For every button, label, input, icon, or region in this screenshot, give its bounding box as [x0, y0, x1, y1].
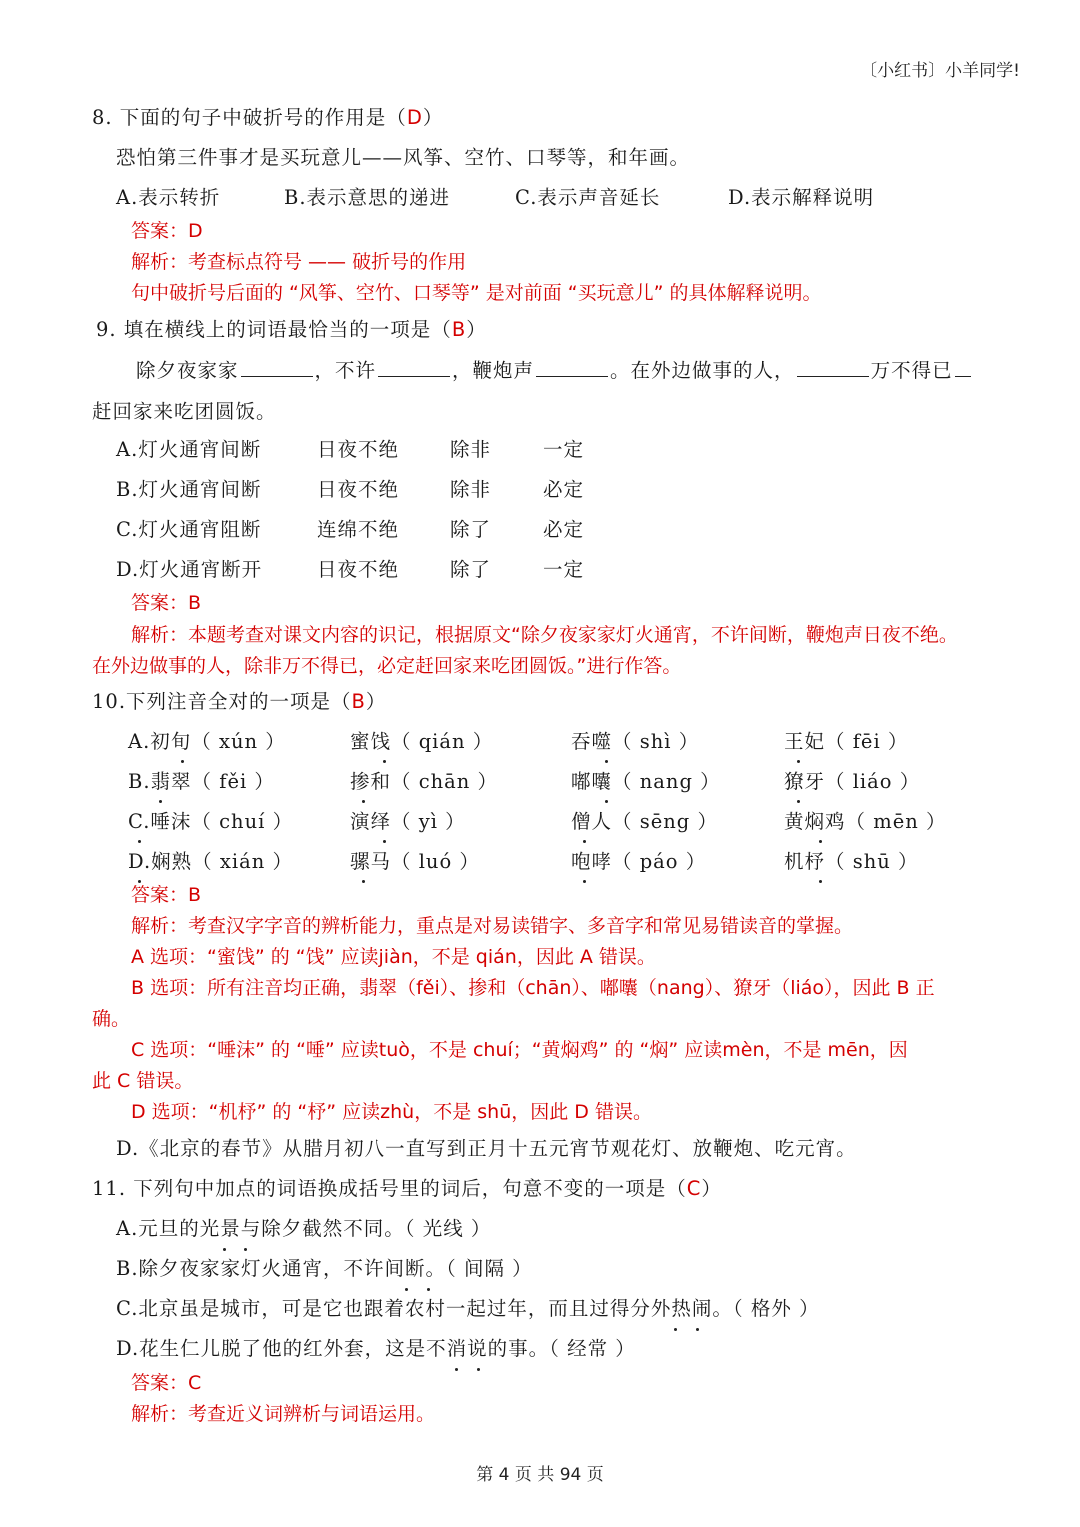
q9-blank-4	[797, 356, 869, 377]
emphasis-dot	[605, 800, 608, 803]
emphasis-dot	[605, 760, 608, 763]
q9-row-d-3: 除了	[450, 558, 492, 581]
q9-analysis-2: 在外边做事的人，除非万不得已，必定赶回家来吃团圆饭。”进行作答。	[92, 655, 682, 677]
q11-analysis: 解析：考查近义词辨析与词语运用。	[131, 1403, 436, 1425]
q9-choice: B	[451, 318, 467, 341]
q10-row-a-2: 蜜饯（ qián ）	[350, 730, 494, 753]
q10-answer: 答案：B	[131, 884, 202, 906]
emphasis-dot	[455, 1368, 458, 1371]
q8-option-d: D.表示解释说明	[728, 186, 875, 209]
q10-row-c-4: 黄焖鸡（ mēn ）	[784, 810, 947, 833]
q9-blank-3	[536, 356, 608, 377]
q8-analysis-1: 解析：考查标点符号 —— 破折号的作用	[131, 251, 467, 273]
emphasis-dot	[583, 880, 586, 883]
q10-row-d-3: 咆哮（ páo ）	[571, 850, 707, 873]
q10-row-d-2: 骡马（ luó ）	[350, 850, 480, 873]
q9-row-a-3: 除非	[450, 438, 492, 461]
q10-row-a-4: 王妃（ fēi ）	[784, 730, 909, 753]
q10-row-b-1: B.翡翠（ fěi ）	[128, 770, 275, 793]
q9-row-d-4: 一定	[543, 558, 585, 581]
q10-close: ）	[365, 690, 387, 713]
q8-option-c: C.表示声音延长	[515, 186, 661, 209]
q9-stem-text: 9. 填在横线上的词语最恰当的一项是（	[96, 318, 452, 341]
q8-stem-text: 8. 下面的句子中破折号的作用是（	[92, 106, 407, 129]
q9-line-2: 赶回家来吃团圆饭。	[92, 400, 277, 423]
q11-stem	[92, 1175, 722, 1203]
emphasis-dot	[797, 800, 800, 803]
q10-extra-line: D.《北京的春节》从腊月初八一直写到正月十五元宵节观花灯、放鞭炮、吃元宵。	[116, 1137, 857, 1160]
q9-row-b-2: 日夜不绝	[317, 478, 400, 501]
q8-analysis-2: 句中破折号后面的 “风筝、空竹、口琴等” 是对前面 “买玩意儿” 的具体解释说明。	[131, 282, 822, 304]
q10-row-d-1: D.娴熟（ xián ）	[128, 850, 293, 873]
q10-row-b-4: 獠牙（ liáo ）	[784, 770, 921, 793]
emphasis-dot	[383, 760, 386, 763]
page-footer: 第 4 页 共 94 页	[476, 1465, 604, 1485]
q9-row-a-4: 一定	[543, 438, 585, 461]
q9-row-b-3: 除非	[450, 478, 492, 501]
q11-stem-text: 11. 下列句中加点的词语换成括号里的词后，句意不变的一项是（	[92, 1177, 687, 1200]
q9-blank-5	[955, 356, 971, 377]
q10-row-c-3: 僧人（ sēng ）	[571, 810, 718, 833]
q10-analysis-b-2: 确。	[92, 1008, 131, 1030]
q8-sentence: 恐怕第三件事才是买玩意儿——风筝、空竹、口琴等，和年画。	[116, 146, 691, 169]
emphasis-dot	[477, 1368, 480, 1371]
q10-analysis-d: D 选项：“机杼” 的 “杼” 应读zhù，不是 shū，因此 D 错误。	[131, 1101, 652, 1123]
emphasis-dot	[674, 1328, 677, 1331]
emphasis-dot	[362, 880, 365, 883]
q9-blank-2	[378, 356, 450, 377]
emphasis-dot	[223, 1248, 226, 1251]
q11-option-a: A.元旦的光景与除夕截然不同。（ 光线 ）	[116, 1217, 492, 1240]
q11-close: ）	[701, 1177, 722, 1200]
emphasis-dot	[819, 840, 822, 843]
q11-choice: C	[686, 1177, 702, 1200]
q10-row-b-3: 嘟囔（ nang ）	[571, 770, 721, 793]
q9-row-c-2: 连绵不绝	[317, 518, 400, 541]
q9-part-4: 。在外边做事的人，	[610, 359, 795, 382]
q9-fill-line	[136, 356, 973, 385]
q9-blank-1	[241, 356, 313, 377]
q9-analysis-1: 解析：本题考查对课文内容的识记，根据原文“除夕夜家家灯火通宵，不许间断，鞭炮声日夜不绝。	[131, 624, 958, 646]
q8-option-a: A.表示转折	[116, 186, 221, 209]
q8-option-b: B.表示意思的递进	[284, 186, 451, 209]
q10-analysis: 解析：考查汉字字音的辨析能力，重点是对易读错字、多音字和常见易错读音的掌握。	[131, 915, 854, 937]
emphasis-dot	[696, 1328, 699, 1331]
q10-row-a-1: A.初旬（ xún ）	[128, 730, 286, 753]
emphasis-dot	[427, 1288, 430, 1291]
q10-stem	[92, 688, 386, 716]
q10-row-c-2: 演绎（ yì ）	[350, 810, 466, 833]
q9-part-2: ，不许	[314, 359, 377, 382]
q9-part-5: 万不得已	[870, 359, 953, 382]
q9-answer: 答案：B	[131, 592, 202, 614]
q9-part-3: ，鞭炮声	[452, 359, 535, 382]
q10-choice: B	[351, 690, 366, 713]
q10-analysis-a: A 选项：“蜜饯” 的 “饯” 应读jiàn，不是 qián，因此 A 错误。	[131, 946, 656, 968]
emphasis-dot	[362, 800, 365, 803]
q9-row-b-1: B.灯火通宵间断	[116, 478, 262, 501]
q9-row-a-2: 日夜不绝	[317, 438, 400, 461]
q10-row-c-1: C.唾沫（ chuí ）	[128, 810, 294, 833]
q8-choice: D	[406, 106, 423, 129]
q9-row-d-1: D.灯火通宵断开	[116, 558, 263, 581]
q10-row-b-2: 掺和（ chān ）	[350, 770, 499, 793]
q8-close: ）	[422, 106, 444, 129]
q9-row-c-1: C.灯火通宵阻断	[116, 518, 262, 541]
q11-option-c: C.北京虽是城市，可是它也跟着农村一起过年，而且过得分外热闹。（ 格外 ）	[116, 1297, 820, 1320]
q11-option-b: B.除夕夜家家灯火通宵，不许间断。（ 间隔 ）	[116, 1257, 533, 1280]
q10-analysis-c-1: C 选项：“唾沫” 的 “唾” 应读tuò，不是 chuí；“黄焖鸡” 的 “焖” 应读mèn，不是 mēn，因	[131, 1039, 908, 1061]
emphasis-dot	[583, 840, 586, 843]
emphasis-dot	[244, 1248, 247, 1251]
q10-row-a-3: 吞噬（ shì ）	[571, 730, 700, 753]
emphasis-dot	[797, 760, 800, 763]
q11-option-d: D.花生仁儿脱了他的红外套，这是不消说的事。（ 经常 ）	[116, 1337, 636, 1360]
emphasis-dot	[383, 840, 386, 843]
q11-answer: 答案：C	[131, 1372, 202, 1394]
q10-analysis-c-2: 此 C 错误。	[92, 1070, 194, 1092]
page-header: 〔小红书〕小羊同学!	[860, 61, 1020, 81]
q9-stem	[96, 316, 487, 344]
q10-stem-text: 10.下列注音全对的一项是（	[92, 690, 352, 713]
emphasis-dot	[819, 880, 822, 883]
q8-answer: 答案：D	[131, 220, 203, 242]
emphasis-dot	[138, 840, 141, 843]
q10-analysis-b-1: B 选项：所有注音均正确，翡翠（fěi）、掺和（chān）、嘟囔（nang）、獠牙（liáo），因此 B 正	[131, 977, 935, 999]
q9-row-a-1: A.灯火通宵间断	[116, 438, 262, 461]
q9-row-d-2: 日夜不绝	[317, 558, 400, 581]
emphasis-dot	[159, 800, 162, 803]
emphasis-dot	[405, 1288, 408, 1291]
q9-close: ）	[466, 318, 487, 341]
emphasis-dot	[181, 760, 184, 763]
q9-row-c-4: 必定	[543, 518, 585, 541]
q9-row-c-3: 除了	[450, 518, 492, 541]
q9-part-1: 除夕夜家家	[136, 359, 239, 382]
q10-row-d-4: 机杼（ shū ）	[784, 850, 919, 873]
q9-row-b-4: 必定	[543, 478, 585, 501]
q8-stem	[92, 104, 443, 132]
